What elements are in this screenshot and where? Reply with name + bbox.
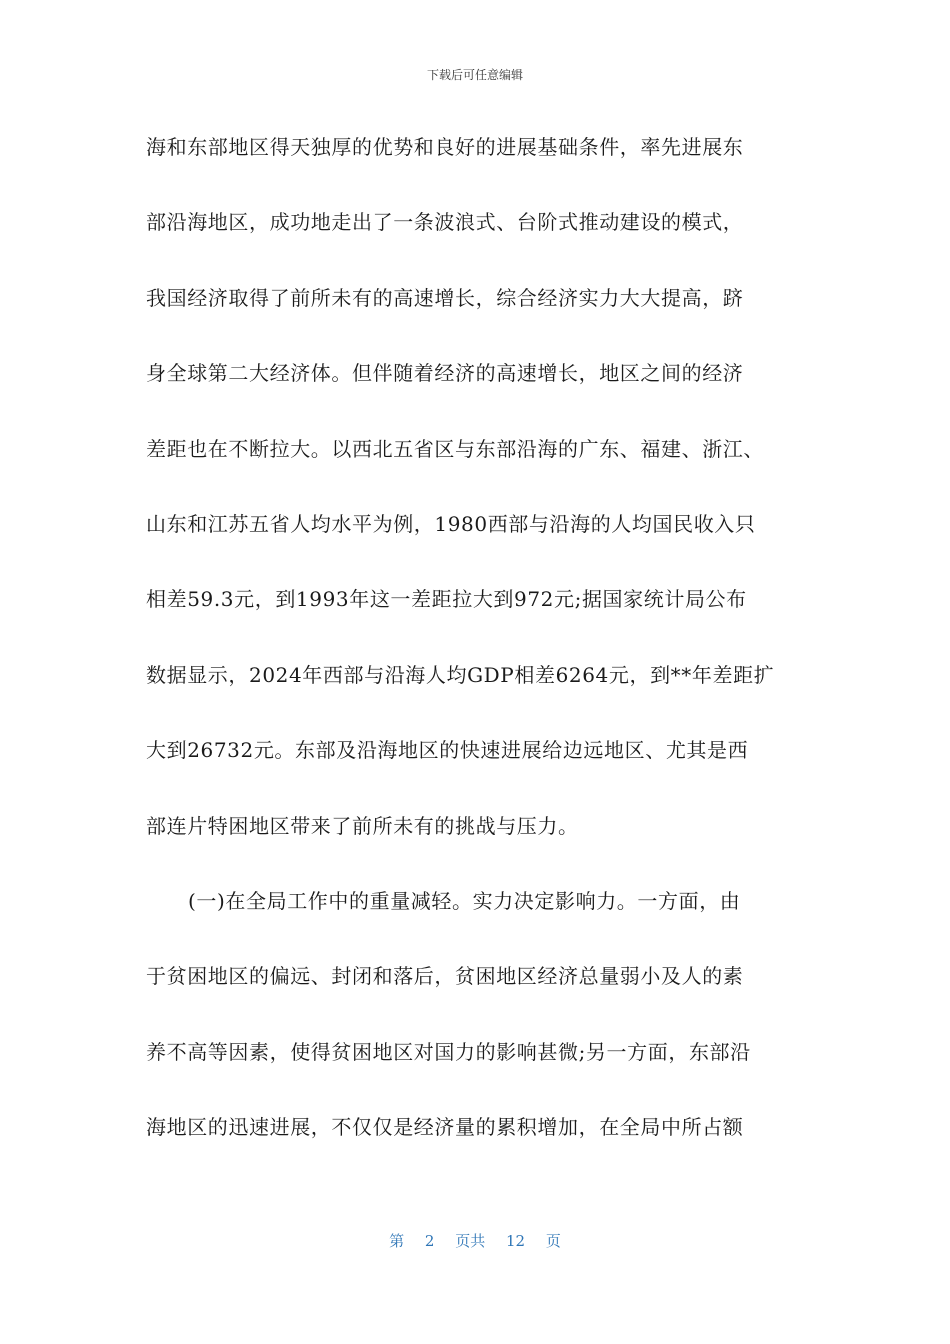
body-line: 海地区的迅速进展，不仅仅是经济量的累积增加，在全局中所占额 — [146, 1115, 744, 1140]
body-line: 部连片特困地区带来了前所未有的挑战与压力。 — [146, 813, 579, 838]
page-label-post: 页 — [545, 1232, 561, 1250]
page-label-mid: 页共 — [455, 1232, 486, 1250]
page-footer — [0, 1230, 950, 1251]
page-total: 12 — [506, 1232, 526, 1250]
body-line: 于贫困地区的偏远、封闭和落后，贫困地区经济总量弱小及人的素 — [146, 964, 744, 989]
body-line: 数据显示，2024年西部与沿海人均GDP相差6264元，到**年差距扩 — [146, 662, 775, 687]
page-label-pre: 第 — [389, 1232, 405, 1250]
body-line: 身全球第二大经济体。但伴随着经济的高速增长，地区之间的经济 — [146, 361, 744, 386]
body-line: 部沿海地区，成功地走出了一条波浪式、台阶式推动建设的模式， — [146, 210, 744, 235]
body-line: 差距也在不断拉大。以西北五省区与东部沿海的广东、福建、浙江、 — [146, 436, 764, 461]
document-body — [146, 130, 816, 1185]
body-line: 相差59.3元，到1993年这一差距拉大到972元;据国家统计局公布 — [146, 587, 747, 612]
section-heading-line: (一)在全局工作中的重量减轻。实力决定影响力。一方面，由 — [188, 888, 741, 913]
body-line: 养不高等因素，使得贫困地区对国力的影响甚微;另一方面，东部沿 — [146, 1039, 751, 1064]
page-current: 2 — [424, 1232, 435, 1250]
body-line: 我国经济取得了前所未有的高速增长，综合经济实力大大提高，跻 — [146, 285, 744, 310]
body-line: 海和东部地区得天独厚的优势和良好的进展基础条件，率先进展东 — [146, 135, 744, 159]
header-note: 下载后可任意编辑 — [426, 68, 523, 82]
body-line: 山东和江苏五省人均水平为例，1980西部与沿海的人均国民收入只 — [146, 511, 756, 536]
body-line: 大到26732元。东部及沿海地区的快速进展给边远地区、尤其是西 — [146, 738, 749, 763]
